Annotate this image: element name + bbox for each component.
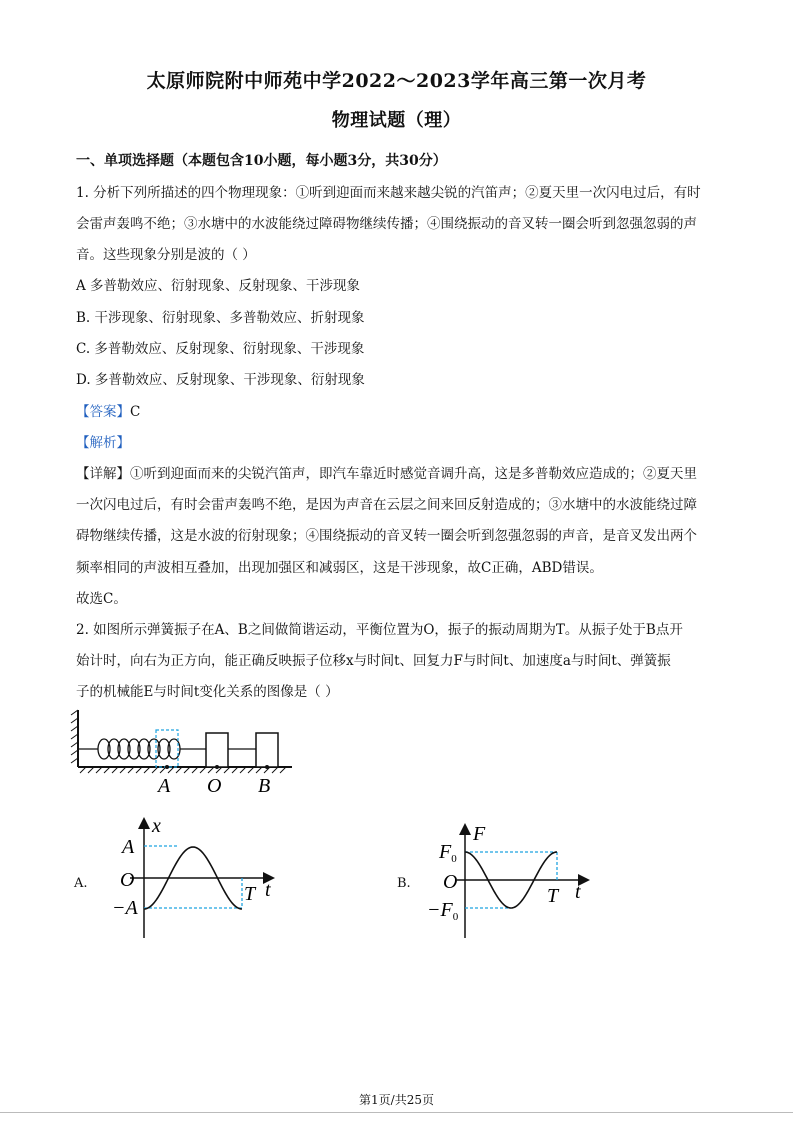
page-footer: 第1页/共25页 xyxy=(359,1093,434,1107)
graph-a-top: A xyxy=(122,836,135,858)
q1-line-1: 1. 分析下列所描述的四个物理现象：①听到迎面而来越来越尖锐的汽笛声；②夏天里一次闪电过后，有时 xyxy=(76,185,701,201)
graph-a-y-label: x xyxy=(152,815,161,837)
exam-title: 太原师院附中师苑中学2022～2023学年高三第一次月考 xyxy=(146,70,647,92)
q2-line-1: 2. 如图所示弹簧振子在A、B之间做简谐运动，平衡位置为O，振子的振动周期为T。从振子处于B点开 xyxy=(76,622,683,638)
graph-a-origin: O xyxy=(120,869,135,891)
q1-detail-line-4: 频率相同的声波相互叠加，出现加强区和减弱区，这是干涉现象，故C正确，ABD错误。 xyxy=(76,560,603,576)
q1-option-c: C. 多普勒效应、反射现象、衍射现象、干涉现象 xyxy=(76,341,365,357)
graph-a xyxy=(100,812,285,942)
q1-analysis xyxy=(76,431,130,451)
graph-b-top: $F_0$ xyxy=(439,841,457,865)
graph-b-period: T xyxy=(547,885,559,907)
q1-line-3: 音。这些现象分别是波的（ ） xyxy=(76,247,256,263)
label-a: A xyxy=(158,775,171,797)
q1-option-a: A 多普勒效应、衍射现象、反射现象、干涉现象 xyxy=(76,278,361,294)
q1-line-2: 会雷声轰鸣不绝；③水塘中的水波能绕过障碍物继续传播；④围绕振动的音叉转一圈会听到忽强忽弱的声 xyxy=(76,216,697,232)
graph-b-x-label: t xyxy=(575,881,581,903)
label-b: B xyxy=(258,775,271,797)
q1-answer xyxy=(76,400,140,420)
exam-subtitle: 物理试题（理） xyxy=(331,110,462,131)
block-at-b xyxy=(256,733,278,767)
q1-option-d: D. 多普勒效应、反射现象、干涉现象、衍射现象 xyxy=(76,372,365,388)
graph-b-y-label: F xyxy=(473,823,486,845)
block-at-a xyxy=(156,730,178,767)
section-heading: 一、单项选择题（本题包含10小题，每小题3分，共30分） xyxy=(76,153,447,169)
q1-detail-line-3: 碍物继续传播，这是水波的衍射现象；④围绕振动的音叉转一圈会听到忽强忽弱的声音，是音叉发出两个 xyxy=(76,528,697,544)
graph-b-bottom: $-F_0$ xyxy=(427,899,459,923)
graph-a-x-label: t xyxy=(265,879,271,901)
footer-rule xyxy=(0,1112,793,1113)
graph-b xyxy=(425,818,605,943)
graph-a-period: T xyxy=(244,883,256,905)
label-o: O xyxy=(207,775,222,797)
graph-b-origin: O xyxy=(443,871,458,893)
spring-oscillator-figure xyxy=(70,705,300,800)
graph-a-label: A. xyxy=(74,876,88,891)
q1-detail-line-2: 一次闪电过后，有时会雷声轰鸣不绝，是因为声音在云层之间来回反射造成的；③水塘中的水波能绕过障 xyxy=(76,497,697,513)
answer-value: C xyxy=(130,404,141,420)
detail-tag: 【详解】 xyxy=(76,466,130,482)
answer-tag: 【答案】 xyxy=(76,404,130,420)
analysis-tag: 【解析】 xyxy=(76,435,130,451)
q2-line-3: 子的机械能E与时间t变化关系的图像是（ ） xyxy=(76,684,339,700)
q1-detail-line-1 xyxy=(76,462,697,482)
graph-a-bottom: −A xyxy=(112,897,138,919)
detail-text-1: ①听到迎面而来的尖锐汽笛声，即汽车靠近时感觉音调升高，这是多普勒效应造成的；②夏天里 xyxy=(130,466,697,482)
block-at-o xyxy=(206,733,228,767)
q1-option-b: B. 干涉现象、衍射现象、多普勒效应、折射现象 xyxy=(76,310,365,326)
graph-b-label: B. xyxy=(397,876,411,891)
q2-line-2: 始计时，向右为正方向，能正确反映振子位移x与时间t、回复力F与时间t、加速度a与时间t、弹簧振 xyxy=(76,653,671,669)
q1-detail-line-5: 故选C。 xyxy=(76,591,127,607)
